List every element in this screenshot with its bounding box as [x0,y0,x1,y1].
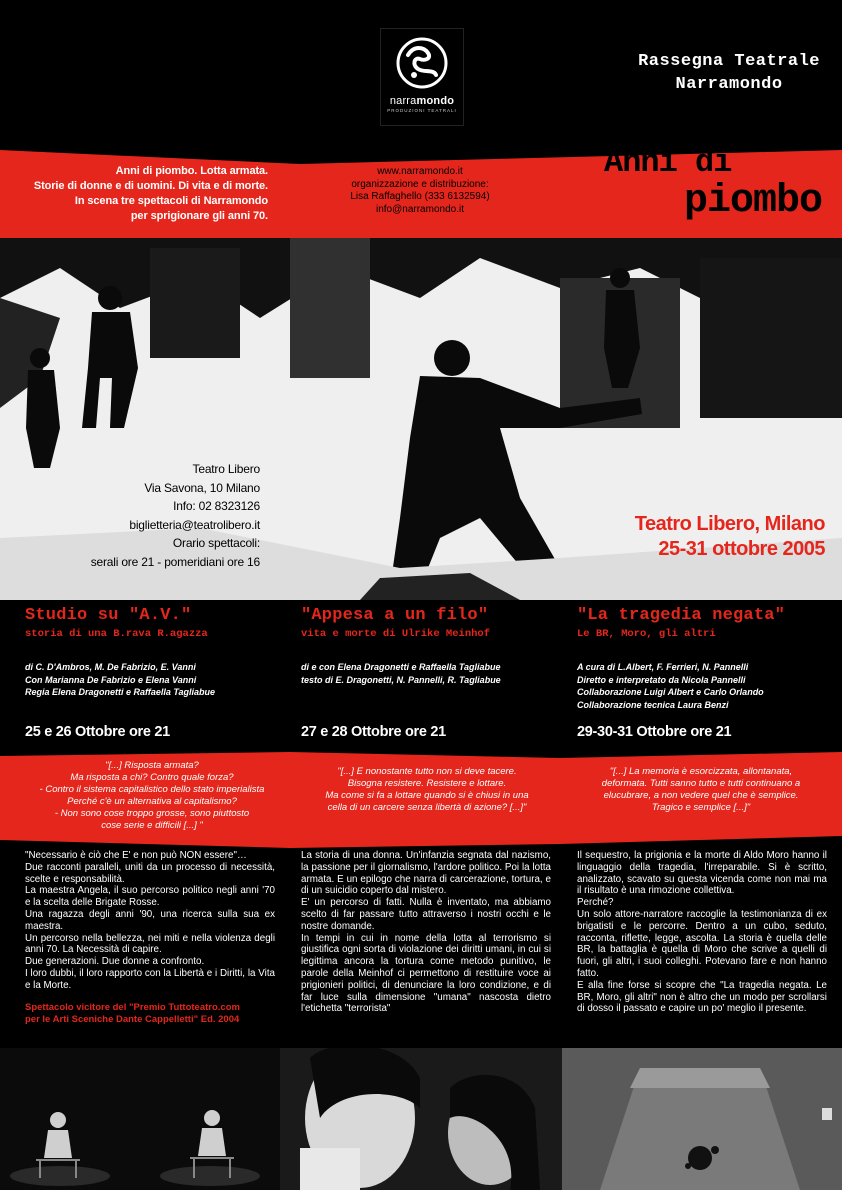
website-link[interactable]: www.narramondo.it [377,166,463,177]
show-credits: di e con Elena Dragonetti e Raffaella Tagliabue testo di E. Dragonetti, N. Pannelli, R. Tagliabue [301,662,501,685]
show-title: "Appesa a un filo" [301,606,489,625]
venue-info: Teatro Libero Via Savona, 10 Milano Info: 02 8323126 biglietteria@teatrolibero.it Orario spettacoli: serali ore 21 - pomeridiani ore 16 [60,460,260,571]
show-column-1 [25,606,287,740]
production-photos [0,1048,842,1190]
venue-email-link[interactable]: biglietteria@teatrolibero.it [129,517,260,532]
quote-1: "[...] Risposta armata? Ma risposta a chi? Contro quale forza? - Contro il sistema capitalistico dello stato imperialista Perché c'è un alternativa al capitalismo? - Non sono cose troppo grosse, sono piuttosto cose serie e difficili [...] " [39,760,265,831]
show-date: 29-30-31 Ottobre ore 21 [577,724,732,740]
series-title: Rassegna Teatrale Narramondo [638,52,820,94]
show-column-3 [577,606,839,740]
show-subtitle: vita e morte di Ulrike Meinhof [301,628,491,640]
show-subtitle: Le BR, Moro, gli altri [577,628,716,640]
narramondo-logo [380,28,464,126]
show-subtitle: storia di una B.rava R.agazza [25,628,208,640]
logo-name: narramondo [389,95,455,107]
award-note: Spettacolo vicitore del "Premio Tuttoteatro.com per le Arti Sceniche Dante Cappelletti" Ed. 2004 [25,1001,240,1025]
show-column-2 [301,606,563,740]
show-credits: A cura di L.Albert, F. Ferrieri, N. Pannelli Diretto e interpretato da Nicola Pannelli Collaborazione Luigi Albert e Carlo Orlando Collaborazione tecnica Laura Benzi [577,662,764,710]
show-description-1: "Necessario è ciò che E' e non può NON essere"… Due racconti paralleli, uniti da un processo di necessità, scelte e responsabilità. La maestra Angela, il suo percorso politico negli anni '70 e la scelta delle Brigate Rosse. Una ragazza degli anni '90, una ricerca sulla sua ex maestra. Un percorso nella bellezza, nei miti e nella violenza degli anni 70. La Necessità di capire. Due generazioni. Due donne a confronto. I loro dubbi, il loro rapporto con la Libertà e i Diritti, la Vita e la Morte. Spettacolo vicitore del "Premio Tuttoteatro.com per le Arti Sceniche Dante Cappelletti" Ed. 2004 [25,850,275,1025]
quote-3: "[...] La memoria è esorcizzata, allontanata, deformata. Tutti sanno tutto e tutti continuano a elucubrare, a non vedere quel che è semplice. Tragico e semplice [...]" [601,766,801,813]
contact-info: www.narramondo.it organizzazione e distribuzione: Lisa Raffaghello (333 6132594) info@narramondo.it [330,166,510,216]
show-credits: di C. D'Ambros, M. De Fabrizio, E. Vanni Con Marianna De Fabrizio e Elena Vanni Regia Elena Dragonetti e Raffaella Tagliabue [25,662,216,697]
show-date: 25 e 26 Ottobre ore 21 [25,724,170,740]
show-description-2: La storia di una donna. Un'infanzia segnata dal nazismo, la passione per il giornalismo, l'ardore politico. Poi la lotta armata. E un epilogo che narra di carcerazione, tortura, e di un suicidio coperto dal mistero. E' un percorso di fatti. Nulla è inventato, ma abbiamo scelto di far passare tutto attraverso i nostri occhi e le nostre domande. In tempi in cui in nome della lotta al terrorismo si giustifica ogni sorta di violazione dei diritti umani, in cui si legittima ancora la tortura come metodo punitivo, le parole della Meinhof ci permettono di restituire voce ai prigionieri politici, di denunciare la loro condizione, e di far luce sulla dimensione "umana" nascosta dietro l'etichetta "terrorista" [301,850,551,1015]
logo-tagline: PRODUZIONI TEATRALI [387,108,457,113]
main-title: Anni di piombo [604,144,822,224]
show-description-3: Il sequestro, la prigionia e la morte di Aldo Moro hanno il linguaggio della tragedia, l'irreparabile. Si è scritto, analizzato, scavato su questa vicenda come non mai ma il risultato è una rimozione collettiva. Perché? Un solo attore-narratore raccoglie la testimonianza di ex brigatisti e le percorre. Dentro a un cubo, seduto, racconta, riflette, legge, ascolta. La storia è quella delle BR, la battaglia è quella di Moro che scrive a quelli di fuori, gli altri, i suoi colleghi. Potevano fare e non hanno fatto. E alla fine forse si scopre che "La tragedia negata. Le BR, Moro, gli altri" non è altro che un modo per scrollarsi di dosso il passato e capire un po' meglio il presente. [577,850,827,1015]
event-dates: Teatro Libero, Milano 25-31 ottobre 2005 [634,513,825,560]
show-date: 27 e 28 Ottobre ore 21 [301,724,446,740]
intro-text: Anni di piombo. Lotta armata. Storie di donne e di uomini. Di vita e di morte. In scena tre spettacoli di Narramondo per sprigionare gli anni 70. [33,165,268,222]
show-title: Studio su "A.V." [25,606,192,625]
show-title: "La tragedia negata" [577,606,786,625]
quote-2: "[...] E nonostante tutto non si deve tacere. Bisogna resistere. Resistere e lottare. Ma come si fa a lottare quando si è chiusi in una cella di un carcere senza libertà di azione? [...]" [325,766,529,813]
email-link[interactable]: info@narramondo.it [376,203,464,215]
globe-icon [394,35,450,91]
